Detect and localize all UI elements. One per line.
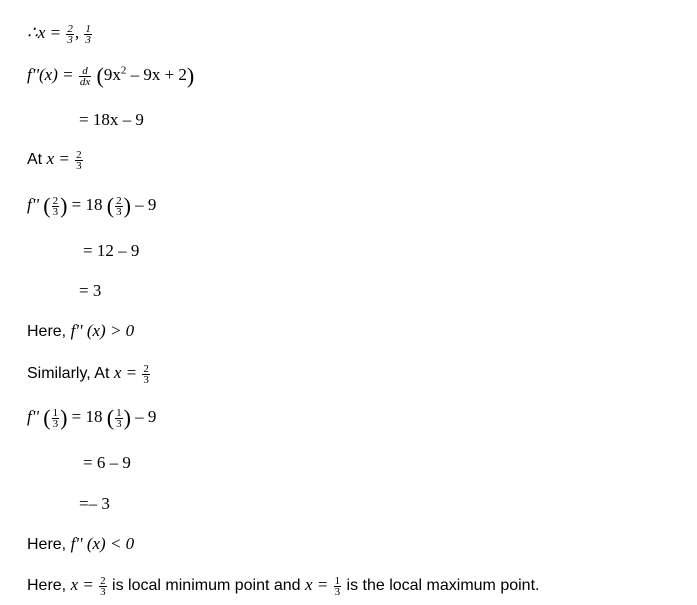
- d-dx-operator: $\frac{d}{dx}$: [79, 64, 91, 88]
- fraction-one-third: $\frac{1}{3}$: [334, 574, 341, 598]
- derivative-result-line: = 18x – 9: [79, 110, 144, 129]
- fraction-one-third: $\frac{1}{3}$: [116, 406, 122, 430]
- local-maximum-text: is the local maximum point.: [342, 577, 540, 594]
- open-paren: (: [43, 193, 51, 219]
- second-derivative-definition: [27, 64, 194, 87]
- fraction-two-thirds: $\frac{2}{3}$: [143, 362, 149, 386]
- close-paren: ): [60, 193, 68, 219]
- open-paren: (: [43, 405, 51, 431]
- x-equals: x =: [46, 149, 75, 168]
- minus-nine: – 9: [130, 407, 157, 426]
- f-double-prime-label: f''(x) =: [27, 65, 78, 84]
- open-paren: (: [96, 63, 104, 89]
- local-minimum-text: is local minimum point and: [107, 577, 306, 594]
- step-equals-minus-three: =– 3: [79, 494, 110, 513]
- fraction-one-third: $\frac{1}{3}$: [52, 406, 59, 430]
- conclusion-line: [27, 574, 539, 597]
- close-paren: ): [60, 405, 68, 431]
- negative-second-derivative: [27, 533, 134, 556]
- fraction-two-thirds: $\frac{2}{3}$: [67, 22, 73, 46]
- step-six-minus-nine: = 6 – 9: [83, 453, 131, 472]
- fraction-two-thirds: $\frac{2}{3}$: [100, 574, 106, 598]
- fraction-one-third: $\frac{1}{3}$: [85, 22, 91, 46]
- similarly-at-label: Similarly, At: [27, 365, 114, 382]
- f-double-prime: f'': [27, 407, 44, 426]
- close-paren: ): [123, 193, 131, 219]
- therefore-x-equals: ∴x =: [27, 23, 66, 42]
- comma-separator: ,: [74, 23, 84, 42]
- evaluate-at-one-third: [27, 406, 156, 429]
- minus-nine: – 9: [130, 195, 157, 214]
- here-label: Here,: [27, 323, 71, 340]
- step-twelve-minus-nine: = 12 – 9: [83, 241, 140, 260]
- x-equals: x =: [305, 575, 333, 594]
- equals-eighteen: = 18: [67, 407, 107, 426]
- step-equals-three: = 3: [79, 281, 102, 300]
- exponent: 2: [120, 64, 127, 77]
- x-equals: x =: [70, 575, 99, 594]
- at-x-two-thirds-line: [27, 148, 84, 171]
- expression-term: 9x: [103, 65, 121, 84]
- open-paren: (: [106, 405, 115, 431]
- f-double-prime: f'': [27, 195, 44, 214]
- here-label: Here,: [27, 536, 71, 553]
- fraction-two-thirds: $\frac{2}{3}$: [52, 194, 59, 218]
- x-equals: x =: [113, 363, 142, 382]
- solution-values-line: [27, 22, 93, 45]
- positive-second-derivative: [27, 320, 134, 343]
- here-label: Here,: [27, 577, 71, 594]
- inequality-expression: f'' (x) < 0: [70, 534, 135, 553]
- close-paren: ): [123, 405, 131, 431]
- fraction-two-thirds: $\frac{2}{3}$: [76, 148, 82, 172]
- equals-eighteen: = 18: [67, 195, 107, 214]
- evaluate-at-two-thirds: [27, 194, 156, 217]
- open-paren: (: [106, 193, 115, 219]
- fraction-two-thirds: $\frac{2}{3}$: [116, 194, 122, 218]
- inequality-expression: f'' (x) > 0: [70, 321, 135, 340]
- close-paren: ): [186, 63, 195, 89]
- at-label: At: [27, 151, 47, 168]
- expression-rest: – 9x + 2: [126, 65, 187, 84]
- similarly-at-x-line: [27, 362, 151, 385]
